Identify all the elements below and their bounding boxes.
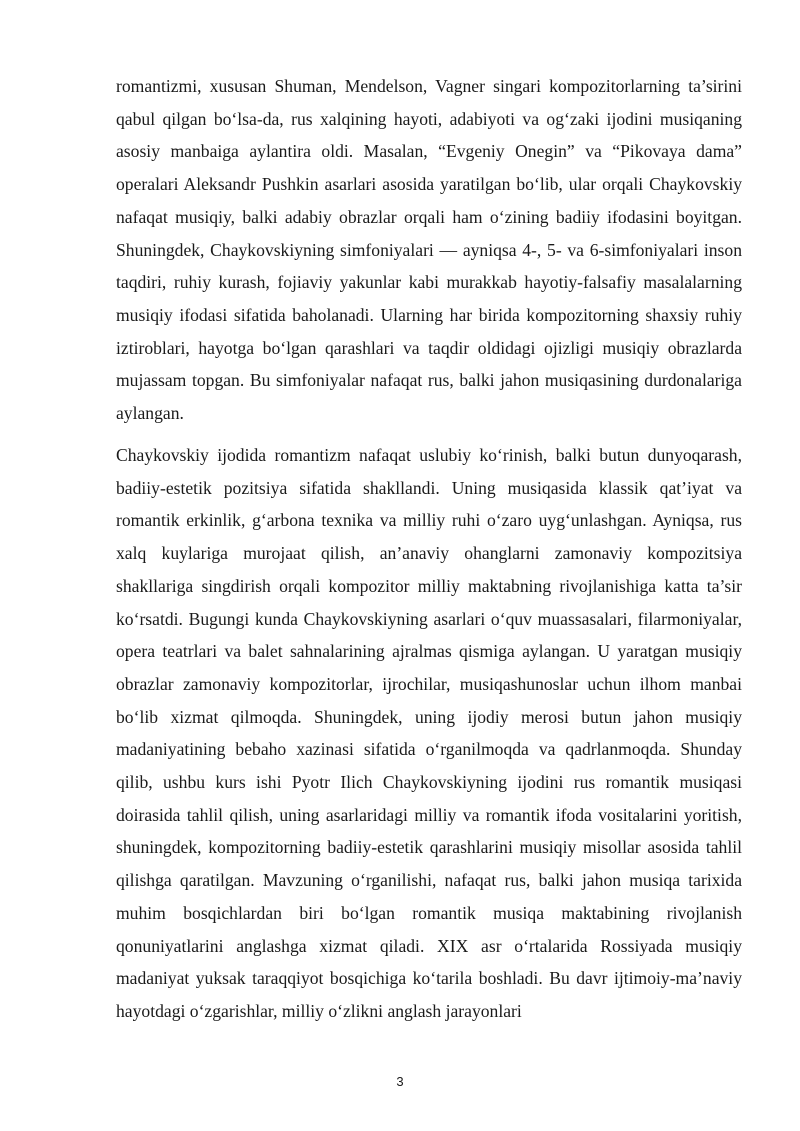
body-paragraph: Chaykovskiy ijodida romantizm nafaqat uslubiy ko‘rinish, balki butun dunyoqarash, badiiy-estetik pozitsiya sifatida shakllandi. Uning musiqasida klassik qat’iyat va romantik erkinlik, g‘arbona texnika va milliy ruhi o‘zaro uyg‘unlashgan. Ayniqsa, rus xalq kuylariga murojaat qilish, an’anaviy ohanglarni zamonaviy kompozitsiya shakllariga singdirish orqali kompozitor milliy maktabning rivojlanishiga katta ta’sir ko‘rsatdi. Bugungi kunda Chaykovskiyning asarlari o‘quv muassasalari, filarmoniyalar, opera teatrlari va balet sahnalarining ajralmas qismiga aylangan. U yaratgan musiqiy obrazlar zamonaviy kompozitorlar, ijrochilar, musiqashunoslar uchun ilhom manbai bo‘lib xizmat qilmoqda. Shuningdek, uning ijodiy merosi butun jahon musiqiy madaniyatining bebaho xazinasi sifatida o‘rganilmoqda va qadrlanmoqda. Shunday qilib, ushbu kurs ishi Pyotr Ilich Chaykovskiyning ijodini rus romantik musiqasi doirasida tahlil qilish, uning asarlaridagi milliy va romantik ifoda vositalarini yoritish, shuningdek, kompozitorning badiiy-estetik qarashlarini musiqiy misollar asosida tahlil qilishga qaratilgan. Mavzuning o‘rganilishi, nafaqat rus, balki jahon musiqa tarixida muhim bosqichlardan biri bo‘lgan romantik musiqa maktabining rivojlanish qonuniyatlarini anglashga xizmat qiladi. XIX asr o‘rtalarida Rossiyada musiqiy madaniyat yuksak taraqqiyot bosqichiga ko‘tarila boshladi. Bu davr ijtimoiy-ma’naviy hayotdagi o‘zgarishlar, milliy o‘zlikni anglash jarayonlari bbox=[116, 445, 742, 1021]
page-number: 3 bbox=[396, 1074, 404, 1089]
body-paragraph: romantizmi, xususan Shuman, Mendelson, Vagner singari kompozitorlarning ta’sirini qabul qilgan bo‘lsa-da, rus xalqining hayoti, adabiyoti va og‘zaki ijodini musiqaning asosiy manbaiga aylantira oldi. Masalan, “Evgeniy Onegin” va “Pikovaya dama” operalari Aleksandr Pushkin asarlari asosida yaratilgan bo‘lib, ular orqali Chaykovskiy nafaqat musiqiy, balki adabiy obrazlar orqali ham o‘zining badiiy ifodasini boyitgan. Shuningdek, Chaykovskiyning simfoniyalari — ayniqsa 4-, 5- va 6-simfoniyalari inson taqdiri, ruhiy kurash, fojiaviy yakunlar kabi murakkab hayotiy-falsafiy masalalarning musiqiy ifodasi sifatida baholanadi. Ularning har birida kompozitorning shaxsiy ruhiy iztiroblari, hayotga bo‘lgan qarashlari va taqdir oldidagi ojizligi musiqiy obrazlarda mujassam topgan. Bu simfoniyalar nafaqat rus, balki jahon musiqasining durdonalariga aylangan. bbox=[116, 76, 742, 424]
